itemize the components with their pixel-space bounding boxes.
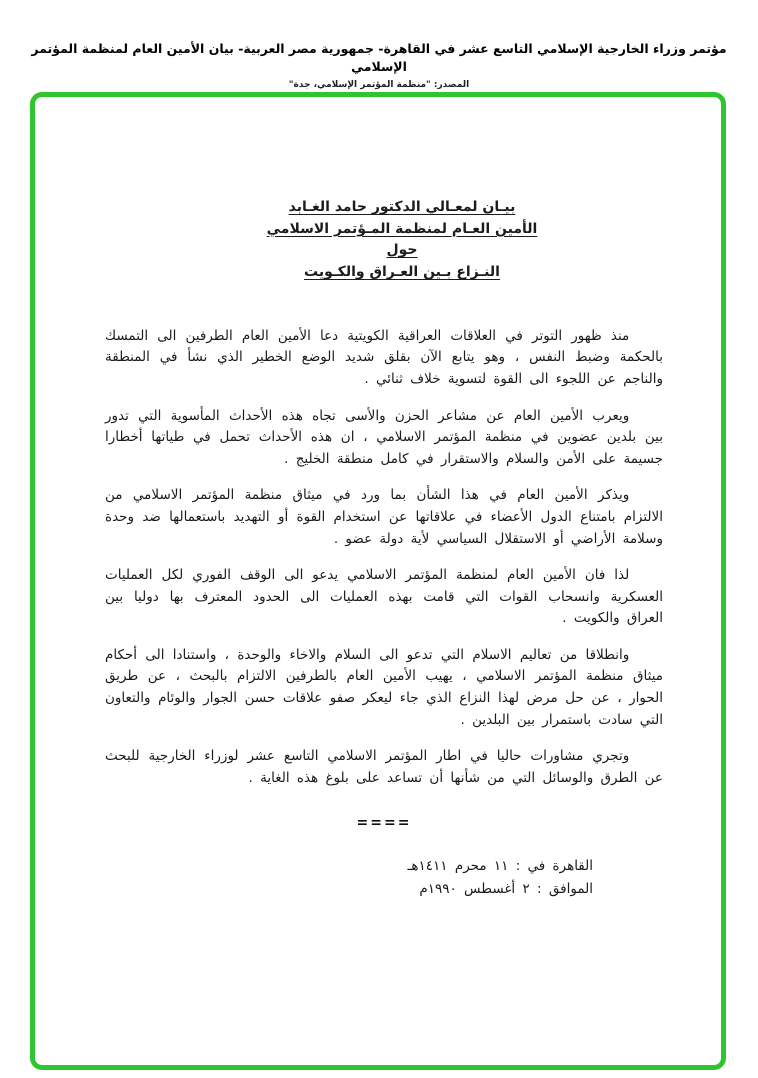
paragraph: وتجري مشاورات حاليا في اطار المؤتمر الاسلامي التاسع عشر لوزراء الخارجية للبحث عن الطرق والوسائل التي من شأنها أن تساعد على بلوغ هذه الغاية . [105,748,663,786]
paragraph: منذ ظهور التوتر في العلاقات العراقية الكويتية دعا الأمين العام الطرفين الى التمسك بالحكمة وضبط النفس ، وهو يتابع الآن بقلق شديد الوضع الخطير الذي نشأ في المنطقة والناجم عن اللجوء الى القوة لتسوية خلاف ثنائي . [105,327,663,387]
header-title: مؤتمر وزراء الخارجية الإسلامي التاسع عشر في القاهرة- جمهورية مصر العربية- بيان الأمين العام لمنظمة المؤتمر الإسلامي [31,41,727,74]
paragraph: لذا فان الأمين العام لمنظمة المؤتمر الاسلامي يدعو الى الوقف الفوري لكل العمليات العسكرية وانسحاب القوات التي قامت بهذه العمليات الى الحدود المعترف بها دوليا بين العراق والكويت . [105,567,663,627]
title-line-1: بيـان لمعـالي الدكتور حامد الغـابد [288,199,516,215]
title-line-2: الأمين العـام لمنظمة المـؤتمر الاسلامي [266,220,538,237]
paragraph: ويعرب الأمين العام عن مشاعر الحزن والأسى تجاه هذه الأحداث المأسوية التي تدور بين بلدين عضوين في منظمة المؤتمر الاسلامي ، ان هذه الأحداث تحمل في طياتها أخطارا جسيمة على الأمن والسلام والاستقرار في كامل منطقة الخليج . [105,407,663,467]
date-line-hijri: القاهرة في : ١١ محرم ١٤١١هـ [407,858,593,875]
header-source: المصدر: "منظمة المؤتمر الإسلامي، جدة" [288,80,470,90]
title-line-4: النـزاع بـين العـراق والكـويت [304,264,500,281]
paragraph: ويذكر الأمين العام في هذا الشأن بما ورد في ميثاق منظمة المؤتمر الاسلامي من الالتزام بامتناع الدول الأعضاء في علاقاتها عن استخدام القوة أو التهديد باستعمالها ضد وحدة وسلامة الأراضي أو الاستقلال السياسي لأية دولة عضو . [105,487,663,547]
title-line-3: حول [386,242,418,259]
document-title-block [237,197,567,284]
date-block [293,855,593,901]
paragraph: وانطلاقا من تعاليم الاسلام التي تدعو الى السلام والاخاء والوحدة ، واستنادا الى أحكام ميثاق منظمة المؤتمر الاسلامي ، يهيب الأمين العام بالطرفين الالتزام بالبحث ، عن طريق الحوار ، عن حل مرض لهذا النزاع الذي جاء ليعكر صفو علاقات حسن الجوار والوئام والتعاون التي سادت باستمرار بين البلدين . [105,646,663,728]
scanned-document-frame [30,92,726,1070]
date-line-gregorian: الموافق : ٢ أغسطس ١٩٩٠م [419,881,593,898]
end-separator: ==== [356,815,412,832]
document-body [105,326,663,790]
page-header [0,0,758,90]
scanned-document [35,97,721,901]
